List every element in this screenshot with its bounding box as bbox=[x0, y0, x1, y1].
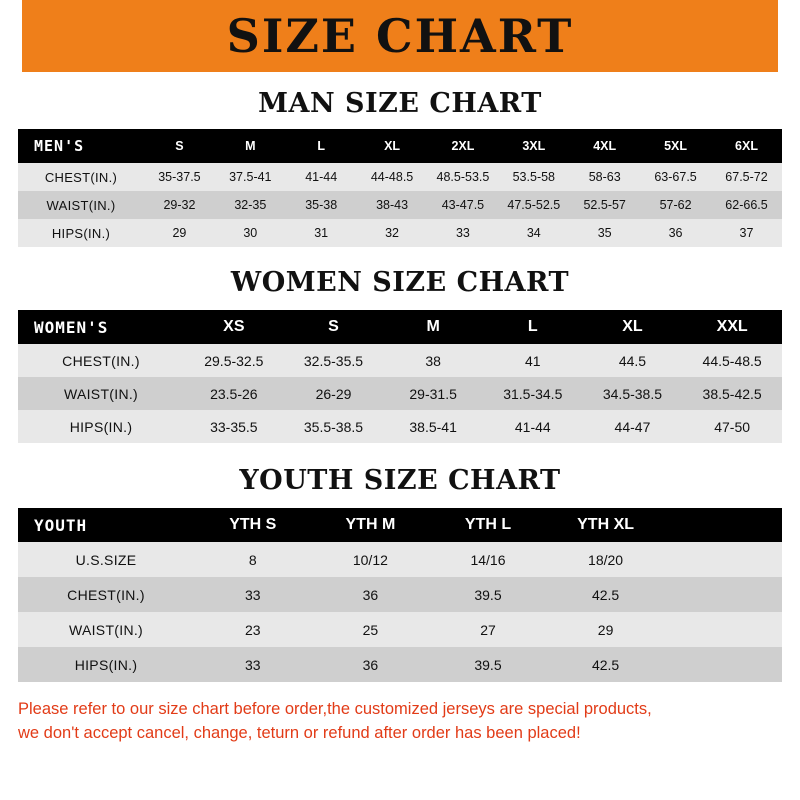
table-cell: 30 bbox=[243, 226, 258, 240]
women-section-heading: WOMEN SIZE CHART bbox=[230, 267, 570, 298]
table-cell: 29 bbox=[597, 621, 614, 638]
table-cell: 35 bbox=[597, 226, 612, 240]
men-size-table bbox=[18, 129, 782, 247]
table-cell bbox=[664, 542, 782, 577]
table-cell: 39.5 bbox=[474, 656, 502, 673]
table-cell: 44-48.5 bbox=[370, 170, 414, 184]
table-cell: 8 bbox=[248, 551, 257, 568]
table-cell: 29 bbox=[172, 226, 187, 240]
women-header-xl: XL bbox=[622, 318, 643, 335]
page-title: SIZE CHART bbox=[226, 9, 574, 63]
table-cell: 43-47.5 bbox=[441, 198, 485, 212]
men-header-xl: XL bbox=[384, 139, 401, 153]
table-cell: 10/12 bbox=[352, 551, 388, 568]
table-cell: 41 bbox=[525, 352, 541, 369]
table-row bbox=[18, 647, 782, 682]
table-cell: 52.5-57 bbox=[583, 198, 626, 212]
table-cell: 32.5-35.5 bbox=[303, 352, 364, 369]
order-policy-note bbox=[18, 698, 782, 746]
youth-header-label: YOUTH bbox=[34, 515, 88, 535]
table-cell: 38.5-41 bbox=[409, 418, 457, 435]
table-cell: 42.5 bbox=[591, 656, 620, 673]
youth-header-s: YTH S bbox=[229, 516, 277, 533]
table-cell: 26-29 bbox=[315, 385, 352, 402]
note-line-2: we don't accept cancel, change, teturn or refund after order has been placed! bbox=[18, 723, 581, 742]
women-row-label-waist: WAIST(IN.) bbox=[63, 385, 139, 402]
table-cell: 36 bbox=[668, 226, 683, 240]
men-header-m: M bbox=[245, 139, 256, 153]
men-header-6xl: 6XL bbox=[735, 139, 758, 153]
men-header-5xl: 5XL bbox=[664, 139, 688, 153]
men-size-section bbox=[0, 88, 800, 247]
table-cell: 44-47 bbox=[614, 418, 651, 435]
table-header-row bbox=[18, 310, 782, 344]
men-header-l: L bbox=[317, 139, 325, 153]
table-cell: 31 bbox=[314, 226, 329, 240]
table-row bbox=[18, 410, 782, 443]
women-header-label: WOMEN'S bbox=[34, 317, 109, 337]
table-cell: 23 bbox=[245, 621, 261, 638]
table-row bbox=[18, 219, 782, 247]
women-header-xxl: XXL bbox=[716, 318, 748, 335]
table-cell: 63-67.5 bbox=[654, 170, 697, 184]
banner-right-edge bbox=[778, 0, 800, 72]
table-cell: 44.5-48.5 bbox=[702, 352, 762, 369]
table-cell: 33 bbox=[245, 586, 261, 603]
table-cell: 67.5-72 bbox=[725, 170, 768, 184]
men-header-label: MEN'S bbox=[34, 137, 85, 155]
youth-row-label-hips: HIPS(IN.) bbox=[74, 656, 138, 673]
men-row-label-chest: CHEST(IN.) bbox=[44, 169, 118, 185]
table-cell: 47-50 bbox=[714, 418, 751, 435]
table-cell: 37 bbox=[739, 226, 754, 240]
table-cell: 32-35 bbox=[234, 198, 267, 212]
women-header-m: M bbox=[426, 318, 440, 335]
women-row-label-hips: HIPS(IN.) bbox=[69, 418, 133, 435]
table-cell: 58-63 bbox=[588, 170, 621, 184]
table-cell: 25 bbox=[362, 621, 379, 638]
banner bbox=[0, 0, 800, 72]
table-row bbox=[18, 577, 782, 612]
table-cell: 33 bbox=[455, 226, 470, 240]
table-cell bbox=[664, 577, 782, 612]
table-cell: 35-38 bbox=[305, 198, 338, 212]
table-cell: 14/16 bbox=[470, 551, 506, 568]
table-cell: 41-44 bbox=[305, 170, 338, 184]
men-header-4xl: 4XL bbox=[593, 139, 617, 153]
table-cell: 27 bbox=[480, 621, 496, 638]
women-row-label-chest: CHEST(IN.) bbox=[62, 352, 140, 369]
table-cell: 38-43 bbox=[376, 198, 409, 212]
youth-section-heading: YOUTH SIZE CHART bbox=[239, 465, 561, 496]
table-cell: 34 bbox=[526, 226, 541, 240]
table-row bbox=[18, 377, 782, 410]
table-row bbox=[18, 542, 782, 577]
youth-row-label-ussize: U.S.SIZE bbox=[75, 551, 137, 568]
table-cell: 41-44 bbox=[514, 418, 551, 435]
table-header-row bbox=[18, 129, 782, 163]
table-cell: 18/20 bbox=[588, 551, 624, 568]
youth-size-table bbox=[18, 508, 782, 682]
table-cell: 35.5-38.5 bbox=[303, 418, 364, 435]
table-cell: 34.5-38.5 bbox=[602, 385, 663, 402]
youth-header-m: YTH M bbox=[345, 516, 396, 533]
table-cell: 36 bbox=[362, 656, 379, 673]
youth-header-xl: YTH XL bbox=[577, 516, 635, 533]
table-cell: 23.5-26 bbox=[210, 385, 258, 402]
table-cell bbox=[664, 647, 782, 682]
women-header-s: S bbox=[328, 318, 339, 335]
banner-left-edge bbox=[0, 0, 22, 72]
table-cell: 29.5-32.5 bbox=[204, 352, 264, 369]
table-cell: 38 bbox=[425, 352, 441, 369]
youth-header-l: YTH L bbox=[464, 516, 512, 533]
table-cell: 36 bbox=[362, 586, 379, 603]
table-cell: 62-66.5 bbox=[725, 198, 768, 212]
table-cell: 32 bbox=[385, 226, 400, 240]
table-row bbox=[18, 344, 782, 377]
table-cell: 42.5 bbox=[591, 586, 620, 603]
youth-row-label-waist: WAIST(IN.) bbox=[68, 621, 144, 638]
table-cell: 29-32 bbox=[163, 198, 196, 212]
table-cell: 33-35.5 bbox=[210, 418, 258, 435]
men-section-heading: MAN SIZE CHART bbox=[258, 88, 542, 119]
men-header-3xl: 3XL bbox=[522, 139, 546, 153]
table-row bbox=[18, 163, 782, 191]
table-cell bbox=[664, 612, 782, 647]
table-cell: 33 bbox=[245, 656, 261, 673]
table-header-row bbox=[18, 508, 782, 542]
women-size-table bbox=[18, 310, 782, 443]
table-row bbox=[18, 191, 782, 219]
table-cell: 48.5-53.5 bbox=[436, 170, 490, 184]
men-row-label-hips: HIPS(IN.) bbox=[51, 225, 111, 241]
table-cell: 57-62 bbox=[659, 198, 692, 212]
table-cell: 47.5-52.5 bbox=[507, 198, 561, 212]
table-cell: 31.5-34.5 bbox=[503, 385, 563, 402]
table-cell: 35-37.5 bbox=[158, 170, 201, 184]
men-header-2xl: 2XL bbox=[451, 139, 475, 153]
men-header-s: S bbox=[175, 139, 184, 153]
table-cell: 29-31.5 bbox=[409, 385, 457, 402]
table-cell: 39.5 bbox=[474, 586, 502, 603]
women-size-section bbox=[0, 267, 800, 443]
table-cell: 38.5-42.5 bbox=[702, 385, 762, 402]
table-cell: 53.5-58 bbox=[512, 170, 556, 184]
note-line-1: Please refer to our size chart before order,the customized jerseys are special products, bbox=[18, 700, 652, 718]
youth-header-blank bbox=[664, 508, 782, 542]
women-header-l: L bbox=[527, 318, 538, 335]
women-header-xs: XS bbox=[223, 318, 245, 335]
table-cell: 44.5 bbox=[618, 352, 647, 369]
youth-row-label-chest: CHEST(IN.) bbox=[67, 586, 145, 603]
youth-size-section bbox=[0, 465, 800, 682]
table-cell: 37.5-41 bbox=[229, 170, 272, 184]
men-row-label-waist: WAIST(IN.) bbox=[46, 197, 116, 213]
table-row bbox=[18, 612, 782, 647]
